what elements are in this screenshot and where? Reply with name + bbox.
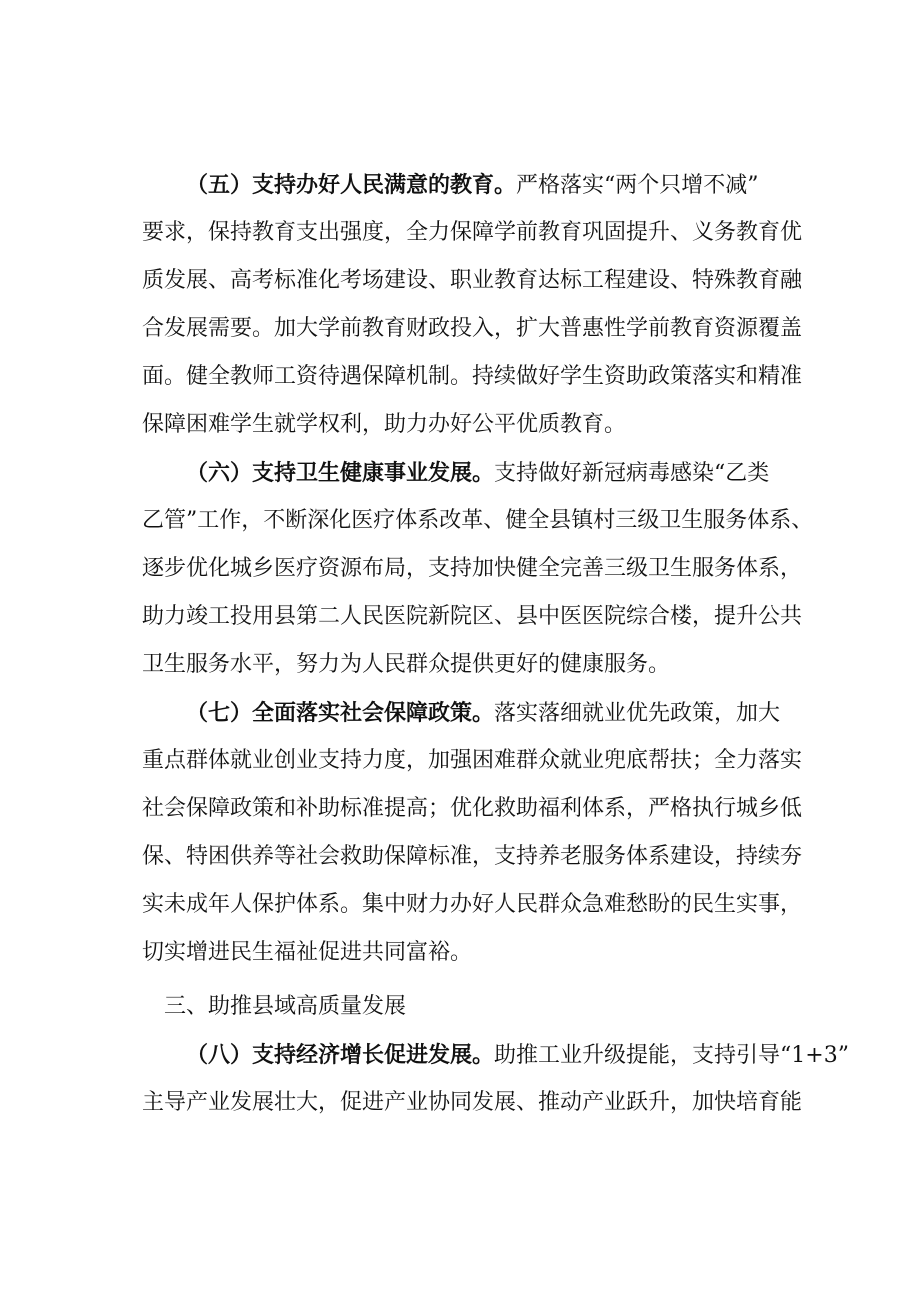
section-5-line: 质发展、高考标准化考场建设、职业教育达标工程建设、特殊教育融 [142,268,803,293]
section-6-line: 助力竣工投用县第二人民医院新院区、县中医医院综合楼，提升公共 [142,604,803,629]
section-8-title: （八）支持经济增长促进发展。 [186,1042,495,1068]
section-6-line: 卫生服务水平，努力为人民群众提供更好的健康服务。 [142,652,671,677]
section-5-line: 保障困难学生就学权利，助力办好公平优质教育。 [142,412,627,437]
section-5-line: 面。健全教师工资待遇保障机制。持续做好学生资助政策落实和精准 [142,364,803,389]
section-7-line: 保、特困供养等社会救助保障标准，支持养老服务体系建设，持续夯 [142,844,803,869]
section-7-line: 社会保障政策和补助标准提高；优化救助福利体系，严格执行城乡低 [142,796,803,821]
section-6-title: （六）支持卫生健康事业发展。 [186,460,495,486]
section-8-first-line [186,1035,849,1075]
section-6-text: 支持做好新冠病毒感染“乙类 [494,461,770,486]
section-7-line: 实未成年人保护体系。集中财力办好人民群众急难愁盼的民生实事， [142,892,803,917]
section-6-line: 乙管”工作，不断深化医疗体系改革、健全县镇村三级卫生服务体系、 [142,508,814,533]
section-8-text: 助推工业升级提能，支持引导“1+3” [494,1043,849,1068]
section-5-text: 严格落实“两个只增不减” [516,173,759,198]
chapter-heading: 三、助推县域高质量发展 [164,994,407,1019]
section-5-title: （五）支持办好人民满意的教育。 [186,172,517,198]
section-7-line: 重点群体就业创业支持力度，加强困难群众就业兜底帮扶；全力落实 [142,748,803,773]
section-7-line: 切实增进民生福祉促进共同富裕。 [142,940,473,965]
section-7-text: 落实落细就业优先政策，加大 [494,701,781,726]
section-5-line: 合发展需要。加大学前教育财政投入，扩大普惠性学前教育资源覆盖 [142,316,803,341]
section-6-line: 逐步优化城乡医疗资源布局，支持加快健全完善三级卫生服务体系， [142,556,803,581]
section-7-first-line [186,693,780,733]
section-5-first-line [186,165,759,205]
section-6-first-line [186,453,769,493]
section-8-line: 主导产业发展壮大，促进产业协同发展、推动产业跃升，加快培育能 [142,1090,803,1115]
section-5-line: 要求，保持教育支出强度，全力保障学前教育巩固提升、义务教育优 [142,220,803,245]
section-7-title: （七）全面落实社会保障政策。 [186,700,495,726]
